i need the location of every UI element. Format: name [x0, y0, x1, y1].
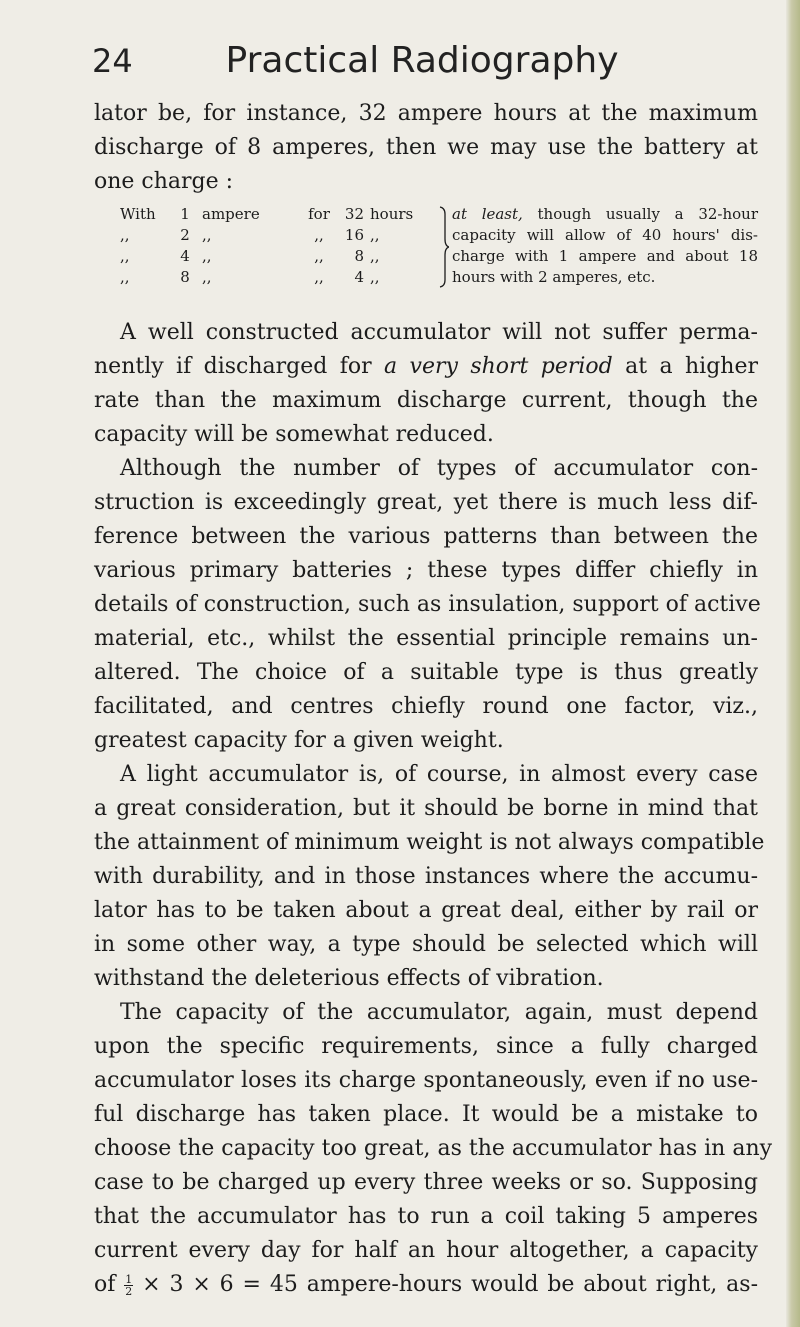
row-unit2: hours: [370, 205, 414, 223]
row-hours: 4: [354, 268, 364, 286]
text-line: details of construction, such as insulation, support of active: [94, 592, 761, 617]
fraction: [124, 1274, 133, 1297]
page-edge: [786, 0, 800, 1327]
text-line: The capacity of the accumulator, again, must depend: [120, 1000, 758, 1025]
fraction-numerator: 1: [125, 1272, 133, 1286]
note-emphasis: at least,: [452, 205, 523, 223]
fraction-denominator: 2: [125, 1284, 133, 1298]
row-lead: With: [120, 205, 156, 223]
row-amperes: 8: [180, 268, 190, 286]
row-unit2: ,,: [370, 247, 380, 265]
row-for: ,,: [314, 268, 324, 286]
text-line: capacity will be somewhat reduced.: [94, 422, 494, 447]
text-line: altered. The choice of a suitable type is thus greatly: [94, 660, 758, 685]
row-unit: ,,: [202, 268, 212, 286]
row-for: ,,: [314, 226, 324, 244]
row-unit2: ,,: [370, 226, 380, 244]
text-line: the attainment of minimum weight is not always compatible: [94, 830, 765, 855]
discharge-table: [94, 204, 758, 310]
text-line: A well constructed accumulator will not suffer perma-: [120, 320, 758, 345]
row-amperes: 4: [180, 247, 190, 265]
text-line: choose the capacity too great, as the accumulator has in any: [94, 1136, 773, 1161]
text-line: lator has to be taken about a great deal, either by rail or: [94, 898, 758, 923]
row-lead: ,,: [120, 268, 130, 286]
row-amperes: 1: [180, 205, 190, 223]
text-fragment: at a higher: [612, 354, 759, 379]
text-line: Although the number of types of accumulator con-: [120, 456, 758, 481]
row-hours: 16: [344, 226, 364, 244]
table-note: [452, 204, 758, 288]
note-line: hours with 2 amperes, etc.: [452, 268, 656, 286]
note-line: charge with 1 ampere and about 18: [452, 247, 758, 265]
text-line: greatest capacity for a given weight.: [94, 728, 504, 753]
table-row: [120, 204, 444, 225]
row-unit2: ,,: [370, 268, 380, 286]
text-line: with durability, and in those instances where the accumu-: [94, 864, 758, 889]
page-number: 24: [92, 42, 133, 80]
table-row: [120, 267, 444, 288]
text-line: struction is exceedingly great, yet there is much less dif-: [94, 490, 758, 515]
text-line: withstand the deleterious effects of vibration.: [94, 966, 604, 991]
text-line: material, etc., whilst the essential principle remains un-: [94, 626, 758, 651]
text-line: one charge :: [94, 169, 234, 194]
text-line: discharge of 8 amperes, then we may use the battery at: [94, 135, 758, 160]
text-line: rate than the maximum discharge current, though the: [94, 388, 758, 413]
row-for: ,,: [314, 247, 324, 265]
table-row: [120, 225, 444, 246]
brace-icon: [439, 206, 449, 288]
text-line: ference between the various patterns than between the: [94, 524, 758, 549]
row-unit: ,,: [202, 247, 212, 265]
text-fragment: of: [94, 1272, 125, 1297]
row-lead: ,,: [120, 226, 130, 244]
text-line: A light accumulator is, of course, in almost every case: [120, 762, 758, 787]
row-lead: ,,: [120, 247, 130, 265]
text-line: ful discharge has taken place. It would be a mistake to: [94, 1102, 758, 1127]
row-for: for: [308, 205, 330, 223]
row-amperes: 2: [180, 226, 190, 244]
row-hours: 8: [354, 247, 364, 265]
text-line: [94, 350, 758, 384]
text-line: various primary batteries ; these types differ chiefly in: [94, 558, 758, 583]
text-line: upon the specific requirements, since a fully charged: [94, 1034, 758, 1059]
running-title: Practical Radiography: [225, 40, 619, 81]
text-line: [94, 1268, 758, 1302]
row-hours: 32: [344, 205, 364, 223]
table-row: [120, 246, 444, 267]
body-text: [94, 97, 773, 1302]
discharge-rows: [120, 204, 444, 288]
text-line: that the accumulator has to run a coil taking 5 amperes: [94, 1204, 758, 1229]
text-line: a great consideration, but it should be borne in mind that: [94, 796, 758, 821]
text-line: case to be charged up every three weeks or so. Supposing: [94, 1170, 758, 1195]
row-unit: ampere: [202, 205, 260, 223]
note-line: capacity will allow of 40 hours' dis-: [452, 226, 758, 244]
text-line: facilitated, and centres chiefly round one factor, viz.,: [94, 694, 758, 719]
text-line: current every day for half an hour altogether, a capacity: [94, 1238, 758, 1263]
text-line: in some other way, a type should be selected which will: [94, 932, 758, 957]
row-unit: ,,: [202, 226, 212, 244]
text-fragment: × 3 × 6 = 45 ampere-hours would be about right, as-: [133, 1272, 759, 1297]
note-line: [452, 204, 758, 225]
text-fragment: nently if discharged for: [94, 354, 385, 379]
text-line: lator be, for instance, 32 ampere hours at the maximum: [94, 101, 758, 126]
emphasis-text: a very short period: [384, 354, 613, 379]
text-line: accumulator loses its charge spontaneously, even if no use-: [94, 1068, 758, 1093]
note-text: though usually a 32-hour: [522, 205, 758, 223]
page-header: [92, 38, 752, 98]
